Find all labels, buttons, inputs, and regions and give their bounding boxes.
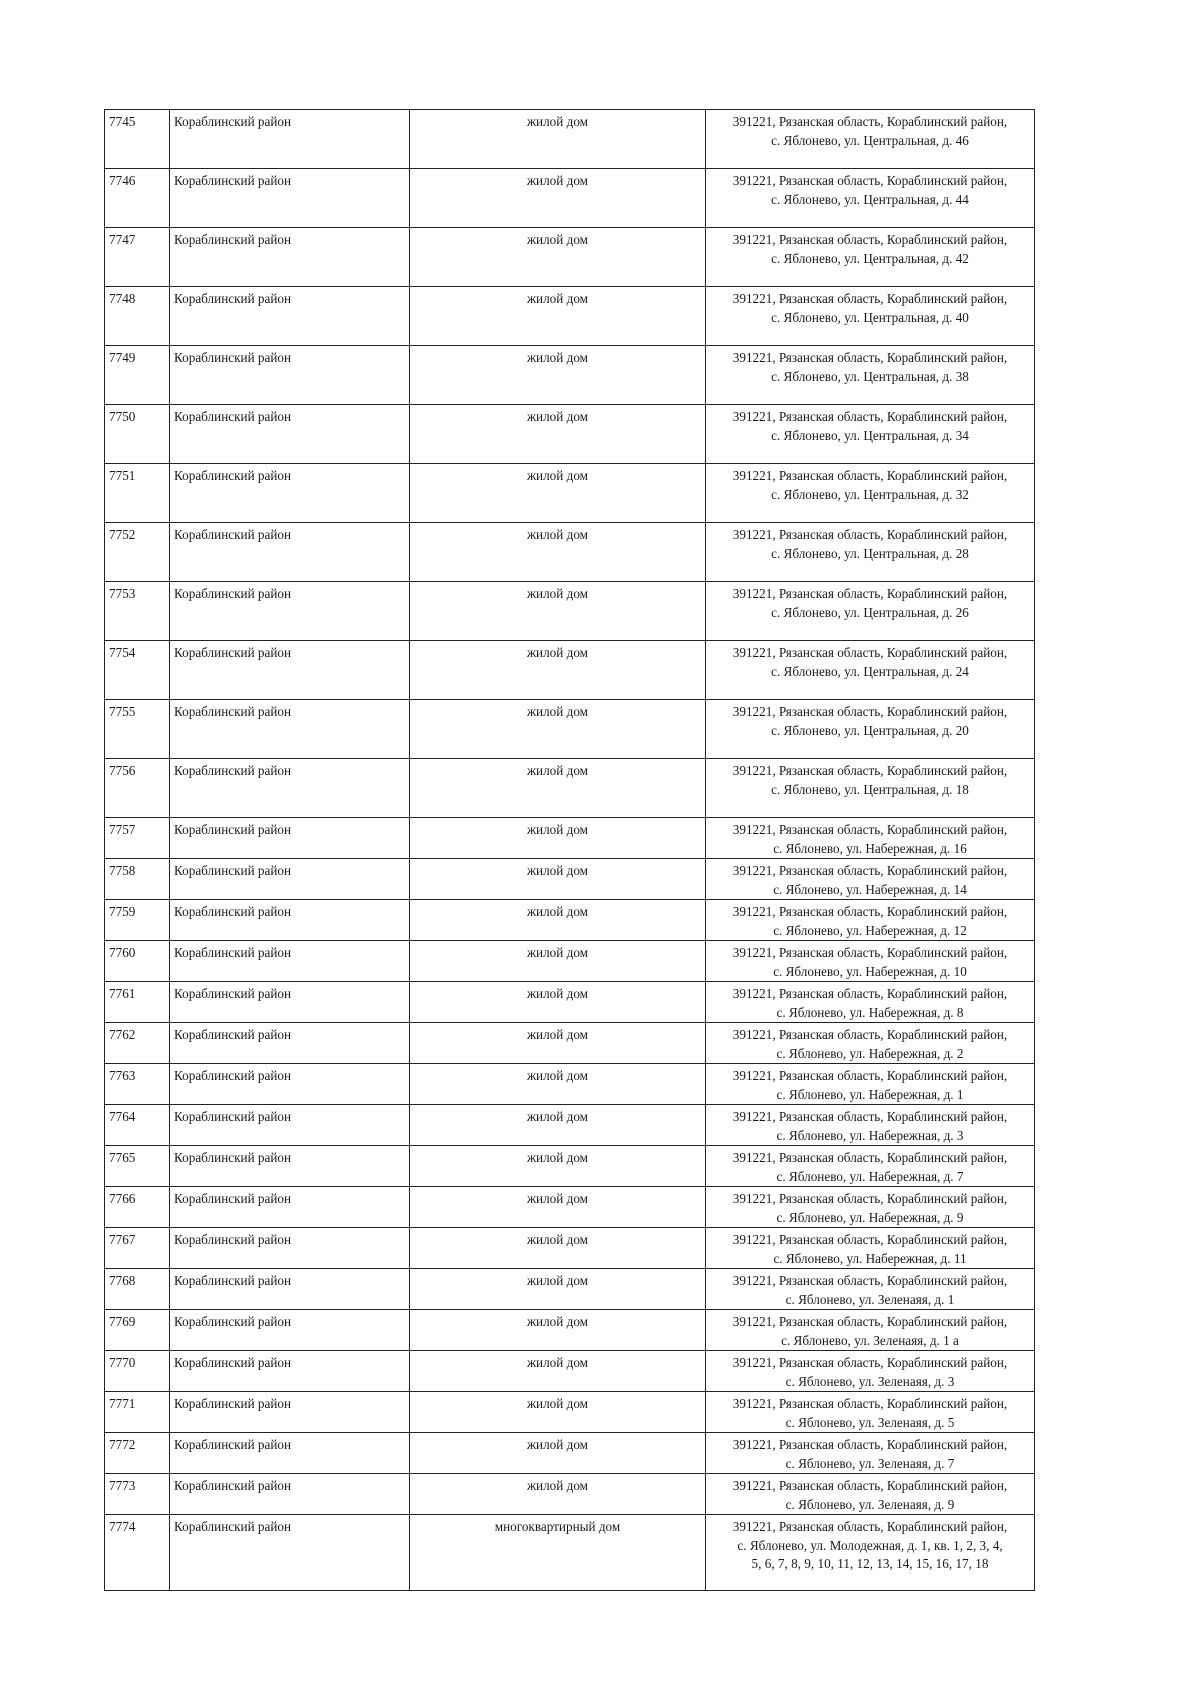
address-cell [706,982,1035,1023]
building-type-cell: жилой дом [410,1392,706,1433]
building-type-cell: жилой дом [410,582,706,641]
address-line: с. Яблонево, ул. Зеленаяя, д. 7 [785,1455,955,1471]
address-line: с. Яблонево, ул. Центральная, д. 34 [771,427,969,443]
address-cell [706,859,1035,900]
address-cell [706,582,1035,641]
table-row [105,346,1035,405]
address-line: с. Яблонево, ул. Набережная, д. 3 [776,1127,964,1143]
table-row [105,1433,1035,1474]
address-cell [706,1228,1035,1269]
address-line: 391221, Рязанская область, Кораблинский район, [732,1191,1008,1206]
address-cell [706,1187,1035,1228]
building-type-cell: жилой дом [410,346,706,405]
row-number-cell: 7768 [105,1269,170,1310]
address-cell [706,818,1035,859]
row-number-cell: 7750 [105,405,170,464]
address-line: 391221, Рязанская область, Кораблинский район, [732,1273,1008,1288]
building-type-cell: жилой дом [410,169,706,228]
row-number-cell: 7757 [105,818,170,859]
address-line: 391221, Рязанская область, Кораблинский район, [732,1437,1008,1452]
address-line: 391221, Рязанская область, Кораблинский район, [732,350,1008,365]
row-number-cell: 7766 [105,1187,170,1228]
row-number-cell: 7748 [105,287,170,346]
address-line: 391221, Рязанская область, Кораблинский район, [732,1068,1008,1083]
district-cell: Кораблинский район [170,228,410,287]
address-cell [706,1515,1035,1591]
address-line: 5, 6, 7, 8, 9, 10, 11, 12, 13, 14, 15, 16, 17, 18 [751,1556,989,1571]
address-line: 391221, Рязанская область, Кораблинский район, [732,945,1008,960]
row-number-cell: 7761 [105,982,170,1023]
table-row [105,818,1035,859]
row-number-cell: 7774 [105,1515,170,1591]
district-cell: Кораблинский район [170,523,410,582]
address-line: 391221, Рязанская область, Кораблинский район, [732,232,1008,247]
district-cell: Кораблинский район [170,982,410,1023]
table-row [105,1310,1035,1351]
address-line: 391221, Рязанская область, Кораблинский район, [732,1150,1008,1165]
address-line: с. Яблонево, ул. Центральная, д. 38 [771,368,969,384]
address-line: с. Яблонево, ул. Набережная, д. 1 [776,1086,964,1102]
district-cell: Кораблинский район [170,1433,410,1474]
building-type-cell: жилой дом [410,1433,706,1474]
district-cell: Кораблинский район [170,900,410,941]
address-line: с. Яблонево, ул. Центральная, д. 28 [771,545,969,561]
address-line: 391221, Рязанская область, Кораблинский район, [732,527,1008,542]
row-number-cell: 7753 [105,582,170,641]
row-number-cell: 7764 [105,1105,170,1146]
table-row [105,641,1035,700]
district-cell: Кораблинский район [170,818,410,859]
table-row [105,941,1035,982]
address-line: с. Яблонево, ул. Зеленаяя, д. 5 [785,1414,955,1430]
address-cell [706,1474,1035,1515]
district-cell: Кораблинский район [170,1392,410,1433]
building-type-cell: жилой дом [410,1474,706,1515]
table-row [105,169,1035,228]
building-type-cell: жилой дом [410,1146,706,1187]
address-line: с. Яблонево, ул. Зеленаяя, д. 1 [785,1291,955,1307]
address-cell [706,1351,1035,1392]
row-number-cell: 7772 [105,1433,170,1474]
building-type-cell: жилой дом [410,1310,706,1351]
address-cell [706,759,1035,818]
address-line: 391221, Рязанская область, Кораблинский район, [732,1478,1008,1493]
building-type-cell: жилой дом [410,982,706,1023]
district-cell: Кораблинский район [170,1515,410,1591]
address-line: 391221, Рязанская область, Кораблинский район, [732,1519,1008,1534]
address-line: с. Яблонево, ул. Центральная, д. 42 [771,250,969,266]
row-number-cell: 7754 [105,641,170,700]
building-type-cell: жилой дом [410,110,706,169]
district-cell: Кораблинский район [170,1310,410,1351]
address-line: 391221, Рязанская область, Кораблинский район, [732,468,1008,483]
address-cell [706,1269,1035,1310]
table-row [105,1105,1035,1146]
building-type-cell: жилой дом [410,1228,706,1269]
district-cell: Кораблинский район [170,1351,410,1392]
address-line: 391221, Рязанская область, Кораблинский район, [732,863,1008,878]
row-number-cell: 7763 [105,1064,170,1105]
table-row [105,228,1035,287]
district-cell: Кораблинский район [170,759,410,818]
table-row [105,1023,1035,1064]
address-line: с. Яблонево, ул. Набережная, д. 8 [776,1004,964,1020]
address-cell [706,1392,1035,1433]
table-row [105,1392,1035,1433]
district-cell: Кораблинский район [170,941,410,982]
building-type-cell: жилой дом [410,1351,706,1392]
address-cell [706,1064,1035,1105]
district-cell: Кораблинский район [170,169,410,228]
address-line: 391221, Рязанская область, Кораблинский район, [732,586,1008,601]
address-cell [706,169,1035,228]
address-cell [706,287,1035,346]
address-cell [706,405,1035,464]
address-line: с. Яблонево, ул. Центральная, д. 24 [771,663,969,679]
district-cell: Кораблинский район [170,1064,410,1105]
table-row [105,700,1035,759]
address-cell [706,700,1035,759]
district-cell: Кораблинский район [170,1269,410,1310]
address-line: с. Яблонево, ул. Набережная, д. 14 [773,881,967,897]
row-number-cell: 7770 [105,1351,170,1392]
building-type-cell: жилой дом [410,464,706,523]
district-cell: Кораблинский район [170,346,410,405]
district-cell: Кораблинский район [170,405,410,464]
district-cell: Кораблинский район [170,1023,410,1064]
building-type-cell: жилой дом [410,859,706,900]
table-row [105,759,1035,818]
row-number-cell: 7758 [105,859,170,900]
table-row [105,464,1035,523]
address-line: 391221, Рязанская область, Кораблинский район, [732,114,1008,129]
address-line: 391221, Рязанская область, Кораблинский район, [732,1027,1008,1042]
table-row [105,1146,1035,1187]
district-cell: Кораблинский район [170,1474,410,1515]
address-line: с. Яблонево, ул. Центральная, д. 44 [771,191,969,207]
address-line: с. Яблонево, ул. Центральная, д. 46 [771,132,969,148]
address-line: с. Яблонево, ул. Набережная, д. 16 [773,840,967,856]
address-line: 391221, Рязанская область, Кораблинский район, [732,1109,1008,1124]
address-line: 391221, Рязанская область, Кораблинский район, [732,904,1008,919]
address-cell [706,1105,1035,1146]
address-line: с. Яблонево, ул. Центральная, д. 18 [771,781,969,797]
table-row [105,1269,1035,1310]
building-type-cell: жилой дом [410,1269,706,1310]
district-cell: Кораблинский район [170,700,410,759]
address-line: 391221, Рязанская область, Кораблинский район, [732,986,1008,1001]
registry-table-body [105,110,1035,1591]
table-row [105,900,1035,941]
table-row [105,1351,1035,1392]
address-line: с. Яблонево, ул. Набережная, д. 2 [776,1045,964,1061]
row-number-cell: 7751 [105,464,170,523]
address-line: 391221, Рязанская область, Кораблинский район, [732,1232,1008,1247]
address-cell [706,1146,1035,1187]
row-number-cell: 7765 [105,1146,170,1187]
building-type-cell: жилой дом [410,228,706,287]
building-type-cell: жилой дом [410,405,706,464]
address-line: с. Яблонево, ул. Зеленаяя, д. 3 [785,1373,955,1389]
building-type-cell: жилой дом [410,759,706,818]
address-cell [706,900,1035,941]
table-row [105,287,1035,346]
district-cell: Кораблинский район [170,582,410,641]
address-line: с. Яблонево, ул. Набережная, д. 9 [776,1209,964,1225]
table-row [105,523,1035,582]
address-cell [706,110,1035,169]
address-line: с. Яблонево, ул. Набережная, д. 11 [773,1250,967,1266]
district-cell: Кораблинский район [170,287,410,346]
table-row [105,1515,1035,1591]
address-cell [706,1433,1035,1474]
building-type-cell: жилой дом [410,941,706,982]
address-line: с. Яблонево, ул. Зеленаяя, д. 9 [785,1496,955,1512]
building-type-cell: многоквартирный дом [410,1515,706,1591]
row-number-cell: 7747 [105,228,170,287]
address-line: с. Яблонево, ул. Набережная, д. 12 [773,922,967,938]
table-row [105,405,1035,464]
address-line: 391221, Рязанская область, Кораблинский район, [732,704,1008,719]
building-type-cell: жилой дом [410,818,706,859]
address-line: с. Яблонево, ул. Центральная, д. 20 [771,722,969,738]
address-line: 391221, Рязанская область, Кораблинский район, [732,1355,1008,1370]
address-line: 391221, Рязанская область, Кораблинский район, [732,291,1008,306]
table-row [105,1064,1035,1105]
address-line: 391221, Рязанская область, Кораблинский район, [732,822,1008,837]
address-line: с. Яблонево, ул. Молодежная, д. 1, кв. 1, 2, 3, 4, [737,1537,1003,1553]
row-number-cell: 7767 [105,1228,170,1269]
row-number-cell: 7773 [105,1474,170,1515]
row-number-cell: 7745 [105,110,170,169]
address-cell [706,523,1035,582]
district-cell: Кораблинский район [170,110,410,169]
district-cell: Кораблинский район [170,1105,410,1146]
address-line: 391221, Рязанская область, Кораблинский район, [732,173,1008,188]
row-number-cell: 7752 [105,523,170,582]
address-cell [706,1310,1035,1351]
table-row [105,1228,1035,1269]
address-cell [706,228,1035,287]
district-cell: Кораблинский район [170,1146,410,1187]
building-type-cell: жилой дом [410,700,706,759]
building-type-cell: жилой дом [410,1105,706,1146]
row-number-cell: 7749 [105,346,170,405]
building-type-cell: жилой дом [410,641,706,700]
address-line: с. Яблонево, ул. Центральная, д. 40 [771,309,969,325]
row-number-cell: 7746 [105,169,170,228]
district-cell: Кораблинский район [170,1187,410,1228]
table-row [105,982,1035,1023]
table-row [105,1187,1035,1228]
table-row [105,582,1035,641]
address-cell [706,346,1035,405]
table-row [105,1474,1035,1515]
address-line: 391221, Рязанская область, Кораблинский район, [732,409,1008,424]
row-number-cell: 7755 [105,700,170,759]
building-type-cell: жилой дом [410,1023,706,1064]
row-number-cell: 7760 [105,941,170,982]
address-line: 391221, Рязанская область, Кораблинский район, [732,645,1008,660]
building-type-cell: жилой дом [410,1064,706,1105]
row-number-cell: 7771 [105,1392,170,1433]
address-line: с. Яблонево, ул. Центральная, д. 26 [771,604,969,620]
row-number-cell: 7762 [105,1023,170,1064]
row-number-cell: 7759 [105,900,170,941]
district-cell: Кораблинский район [170,641,410,700]
building-type-cell: жилой дом [410,523,706,582]
table-row [105,110,1035,169]
address-line: 391221, Рязанская область, Кораблинский район, [732,1396,1008,1411]
address-cell [706,641,1035,700]
building-type-cell: жилой дом [410,900,706,941]
address-line: 391221, Рязанская область, Кораблинский район, [732,763,1008,778]
address-line: 391221, Рязанская область, Кораблинский район, [732,1314,1008,1329]
address-cell [706,464,1035,523]
address-line: с. Яблонево, ул. Центральная, д. 32 [771,486,969,502]
district-cell: Кораблинский район [170,1228,410,1269]
housing-registry-table [104,109,1035,1591]
address-cell [706,941,1035,982]
address-line: с. Яблонево, ул. Зеленаяя, д. 1 а [781,1332,959,1348]
building-type-cell: жилой дом [410,1187,706,1228]
row-number-cell: 7769 [105,1310,170,1351]
row-number-cell: 7756 [105,759,170,818]
address-line: с. Яблонево, ул. Набережная, д. 10 [773,963,967,979]
building-type-cell: жилой дом [410,287,706,346]
address-cell [706,1023,1035,1064]
address-line: с. Яблонево, ул. Набережная, д. 7 [776,1168,964,1184]
table-row [105,859,1035,900]
district-cell: Кораблинский район [170,859,410,900]
district-cell: Кораблинский район [170,464,410,523]
